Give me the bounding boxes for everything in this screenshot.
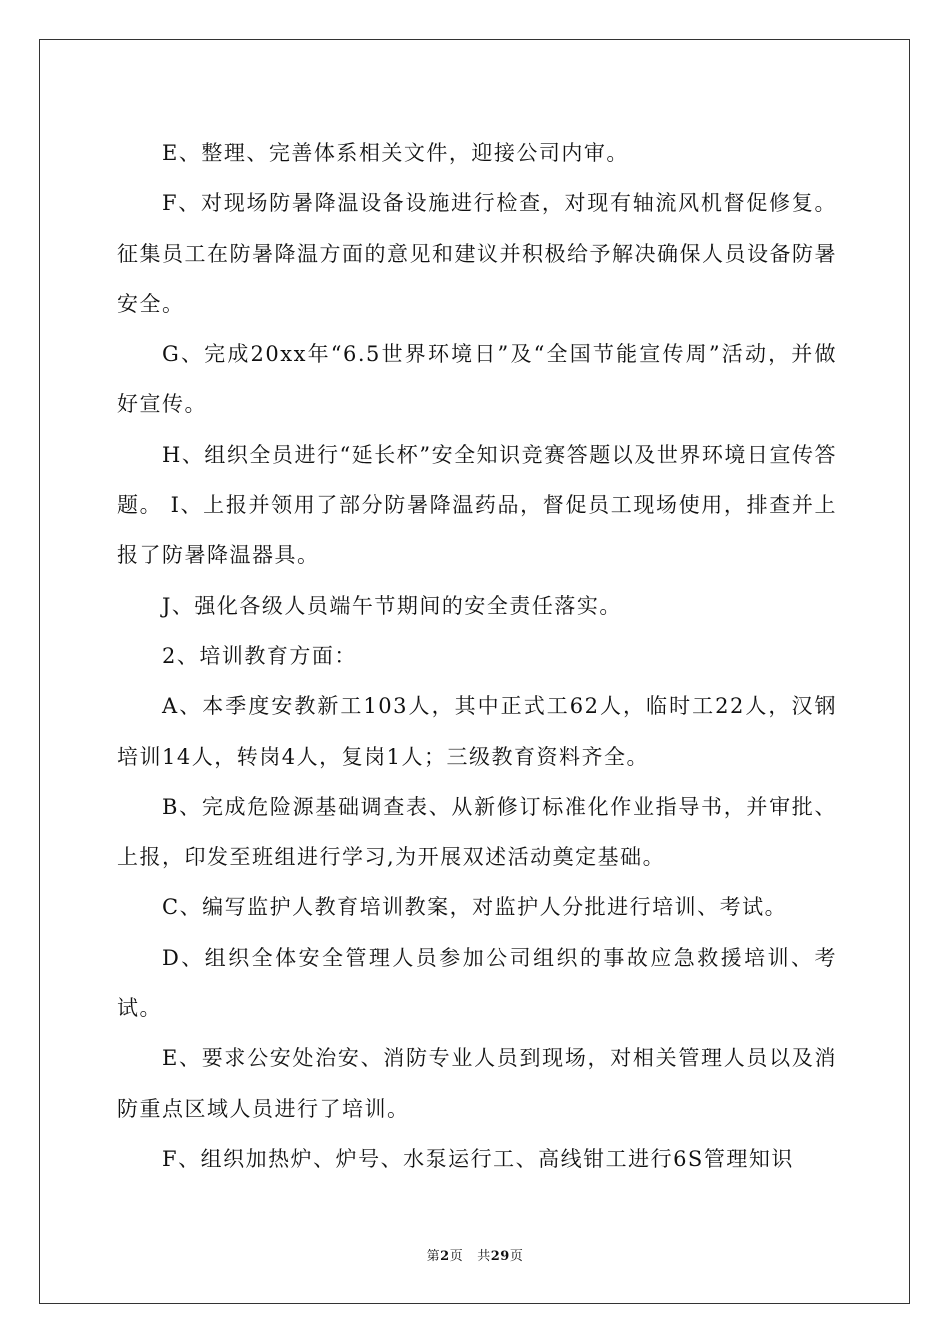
paragraph-a-new-workers: A、本季度安教新工103人，其中正式工62人，临时工22人，汉钢培训14人，转岗4人，复岗1人；三级教育资料齐全。 [117,694,837,769]
total-pages: 29 [490,1249,510,1264]
paragraph-g-environment-day: G、完成20xx年“6.5世界环境日”及“全国节能宣传周”活动，并做好宣传。 [117,342,837,417]
page-number: 2 [440,1249,450,1264]
total-prefix: 共 [477,1249,491,1264]
total-suffix: 页 [509,1249,524,1264]
section-heading-training: 2、培训教育方面： [162,643,357,668]
paragraph-e-documents: E、整理、完善体系相关文件，迎接公司内审。 [162,141,629,165]
page-suffix: 页 [449,1249,464,1264]
paragraph-e-fire-training: E、要求公安处治安、消防专业人员到现场，对相关管理人员以及消防重点区域人员进行了培训。 [117,1046,837,1121]
paragraph-f-6s-training: F、组织加热炉、炉号、水泵运行工、高线钳工进行6S管理知识 [162,1146,794,1171]
paragraph-d-emergency-training: D、组织全体安全管理人员参加公司组织的事故应急救援培训、考试。 [117,945,837,1021]
page-footer [0,1245,950,1264]
paragraph-h-safety-quiz: H、组织全员进行“延长杯”安全知识竞赛答题以及世界环境日宣传答题。 I、上报并领用了部分防暑降温药品，督促员工现场使用，排查并上报了防暑降温器具。 [117,442,837,568]
paragraph-c-guardian-training: C、编写监护人教育培训教案，对监护人分批进行培训、考试。 [162,895,788,920]
paragraph-j-dragon-boat-festival: J、强化各级人员端午节期间的安全责任落实。 [162,593,622,618]
document-body [117,128,837,1184]
paragraph-b-hazard-survey: B、完成危险源基础调查表、从新修订标准化作业指导书，并审批、上报，印发至班组进行学习,为开展双述活动奠定基础。 [117,794,837,870]
paragraph-f-cooling-equipment: F、对现场防暑降温设备设施进行检查，对现有轴流风机督促修复。征集员工在防暑降温方面的意见和建议并积极给予解决确保人员设备防暑安全。 [117,191,837,316]
page-prefix: 第 [426,1249,441,1264]
